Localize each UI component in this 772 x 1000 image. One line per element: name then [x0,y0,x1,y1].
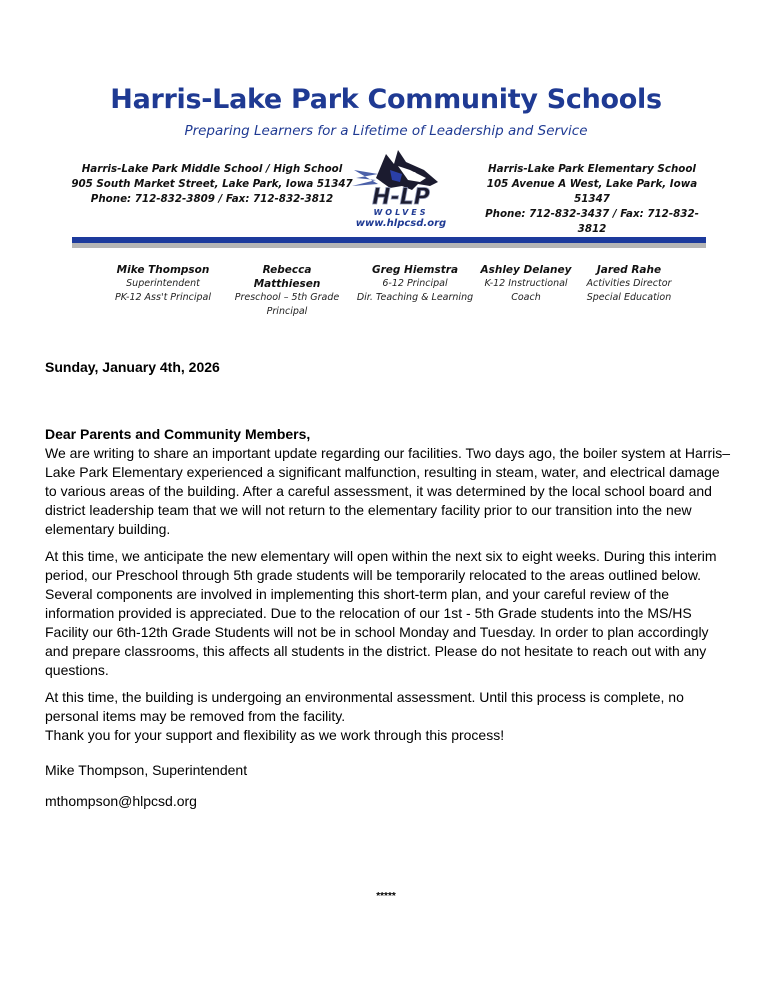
staff-title: K-12 Instructional [484,278,568,289]
district-website-link[interactable]: www.hlpcsd.org [355,218,447,229]
svg-text:H-LP: H-LP [372,185,430,210]
district-name: Harris-Lake Park Community Schools [110,84,662,115]
letter-paragraph: We are writing to share an important update regarding our facilities. Two days ago, the boiler system at Harris–Lake Park Elementary experienced a significant malfunction, resulting in steam, water, and electrical damage to various areas of the building. After a careful assessment, it was determined by the local school board and district leadership team that we will not return to the elementary facility prior to our transition into the new elementary building. [45,445,731,537]
letter-salutation: Dear Parents and Community Members, [45,426,311,442]
letter-date: Sunday, January 4th, 2026 [45,359,220,375]
staff-member [478,263,574,305]
elementary-name: Harris-Lake Park Elementary School [488,163,696,175]
staff-name: Greg Hiemstra [371,264,459,276]
letter-paragraph: At this time, we anticipate the new elementary will open within the next six to eight weeks. During this interim period, our Preschool through 5th grade students will be temporarily relocated to the areas outlined below. Several components are involved in implementing this short-term plan, and your careful review of the information provided is appreciated. Due to the relocation of our 1st - 5th Grade students into the MS/HS Facility our 6th-12th Grade Students will not be in school Monday and Tuesday. In order to plan accordingly and prepare classrooms, this affects all students in the district. Please do not hesitate to reach out with any questions. [45,548,717,678]
staff-title: Activities Director [586,278,672,289]
staff-member [228,263,346,319]
end-marker: ***** [376,891,396,902]
staff-title: Superintendent [126,278,200,289]
elementary-contact-block [472,162,712,237]
ms-hs-phone: Phone: 712-832-3809 / Fax: 712-832-3812 [90,193,334,205]
staff-title: Special Education [586,292,672,303]
ms-hs-contact-block [62,162,362,207]
ms-hs-address: 905 South Market Street, Lake Park, Iowa 51347 [71,178,353,190]
letterhead [0,0,772,320]
staff-name: Rebecca Matthiesen [253,264,321,290]
letter-paragraph: At this time, the building is undergoing an environmental assessment. Until this process is complete, no personal items may be removed from the facility. [45,689,684,724]
staff-name: Jared Rahe [596,264,662,276]
contact-email-link[interactable]: mthompson@hlpcsd.org [45,793,197,809]
letter-body [45,425,735,745]
staff-title: Coach [511,292,541,303]
staff-member [356,263,474,305]
staff-title: 6-12 Principal [382,278,448,289]
staff-name: Ashley Delaney [480,264,572,276]
elementary-address: 105 Avenue A West, Lake Park, Iowa 51347 [486,178,698,205]
district-tagline: Preparing Learners for a Lifetime of Leadership and Service [184,123,588,139]
header-divider-gray [72,243,706,248]
wolf-mascot-icon [346,140,456,218]
staff-title: PK-12 Ass't Principal [115,292,211,303]
staff-title: Dir. Teaching & Learning [356,292,474,303]
letter-paragraph: Thank you for your support and flexibility as we work through this process! [45,727,505,743]
staff-title: Preschool – 5th Grade [234,292,340,303]
staff-title: Principal [266,306,308,317]
staff-name: Mike Thompson [116,264,210,276]
staff-member [580,263,678,305]
elementary-phone: Phone: 712-832-3437 / Fax: 712-832-3812 [485,208,699,235]
staff-member [110,263,216,305]
ms-hs-name: Harris-Lake Park Middle School / High School [81,163,343,175]
hlp-wolves-logo [346,140,456,235]
letter-signature: Mike Thompson, Superintendent [45,762,248,778]
svg-text:WOLVES: WOLVES [373,208,429,217]
